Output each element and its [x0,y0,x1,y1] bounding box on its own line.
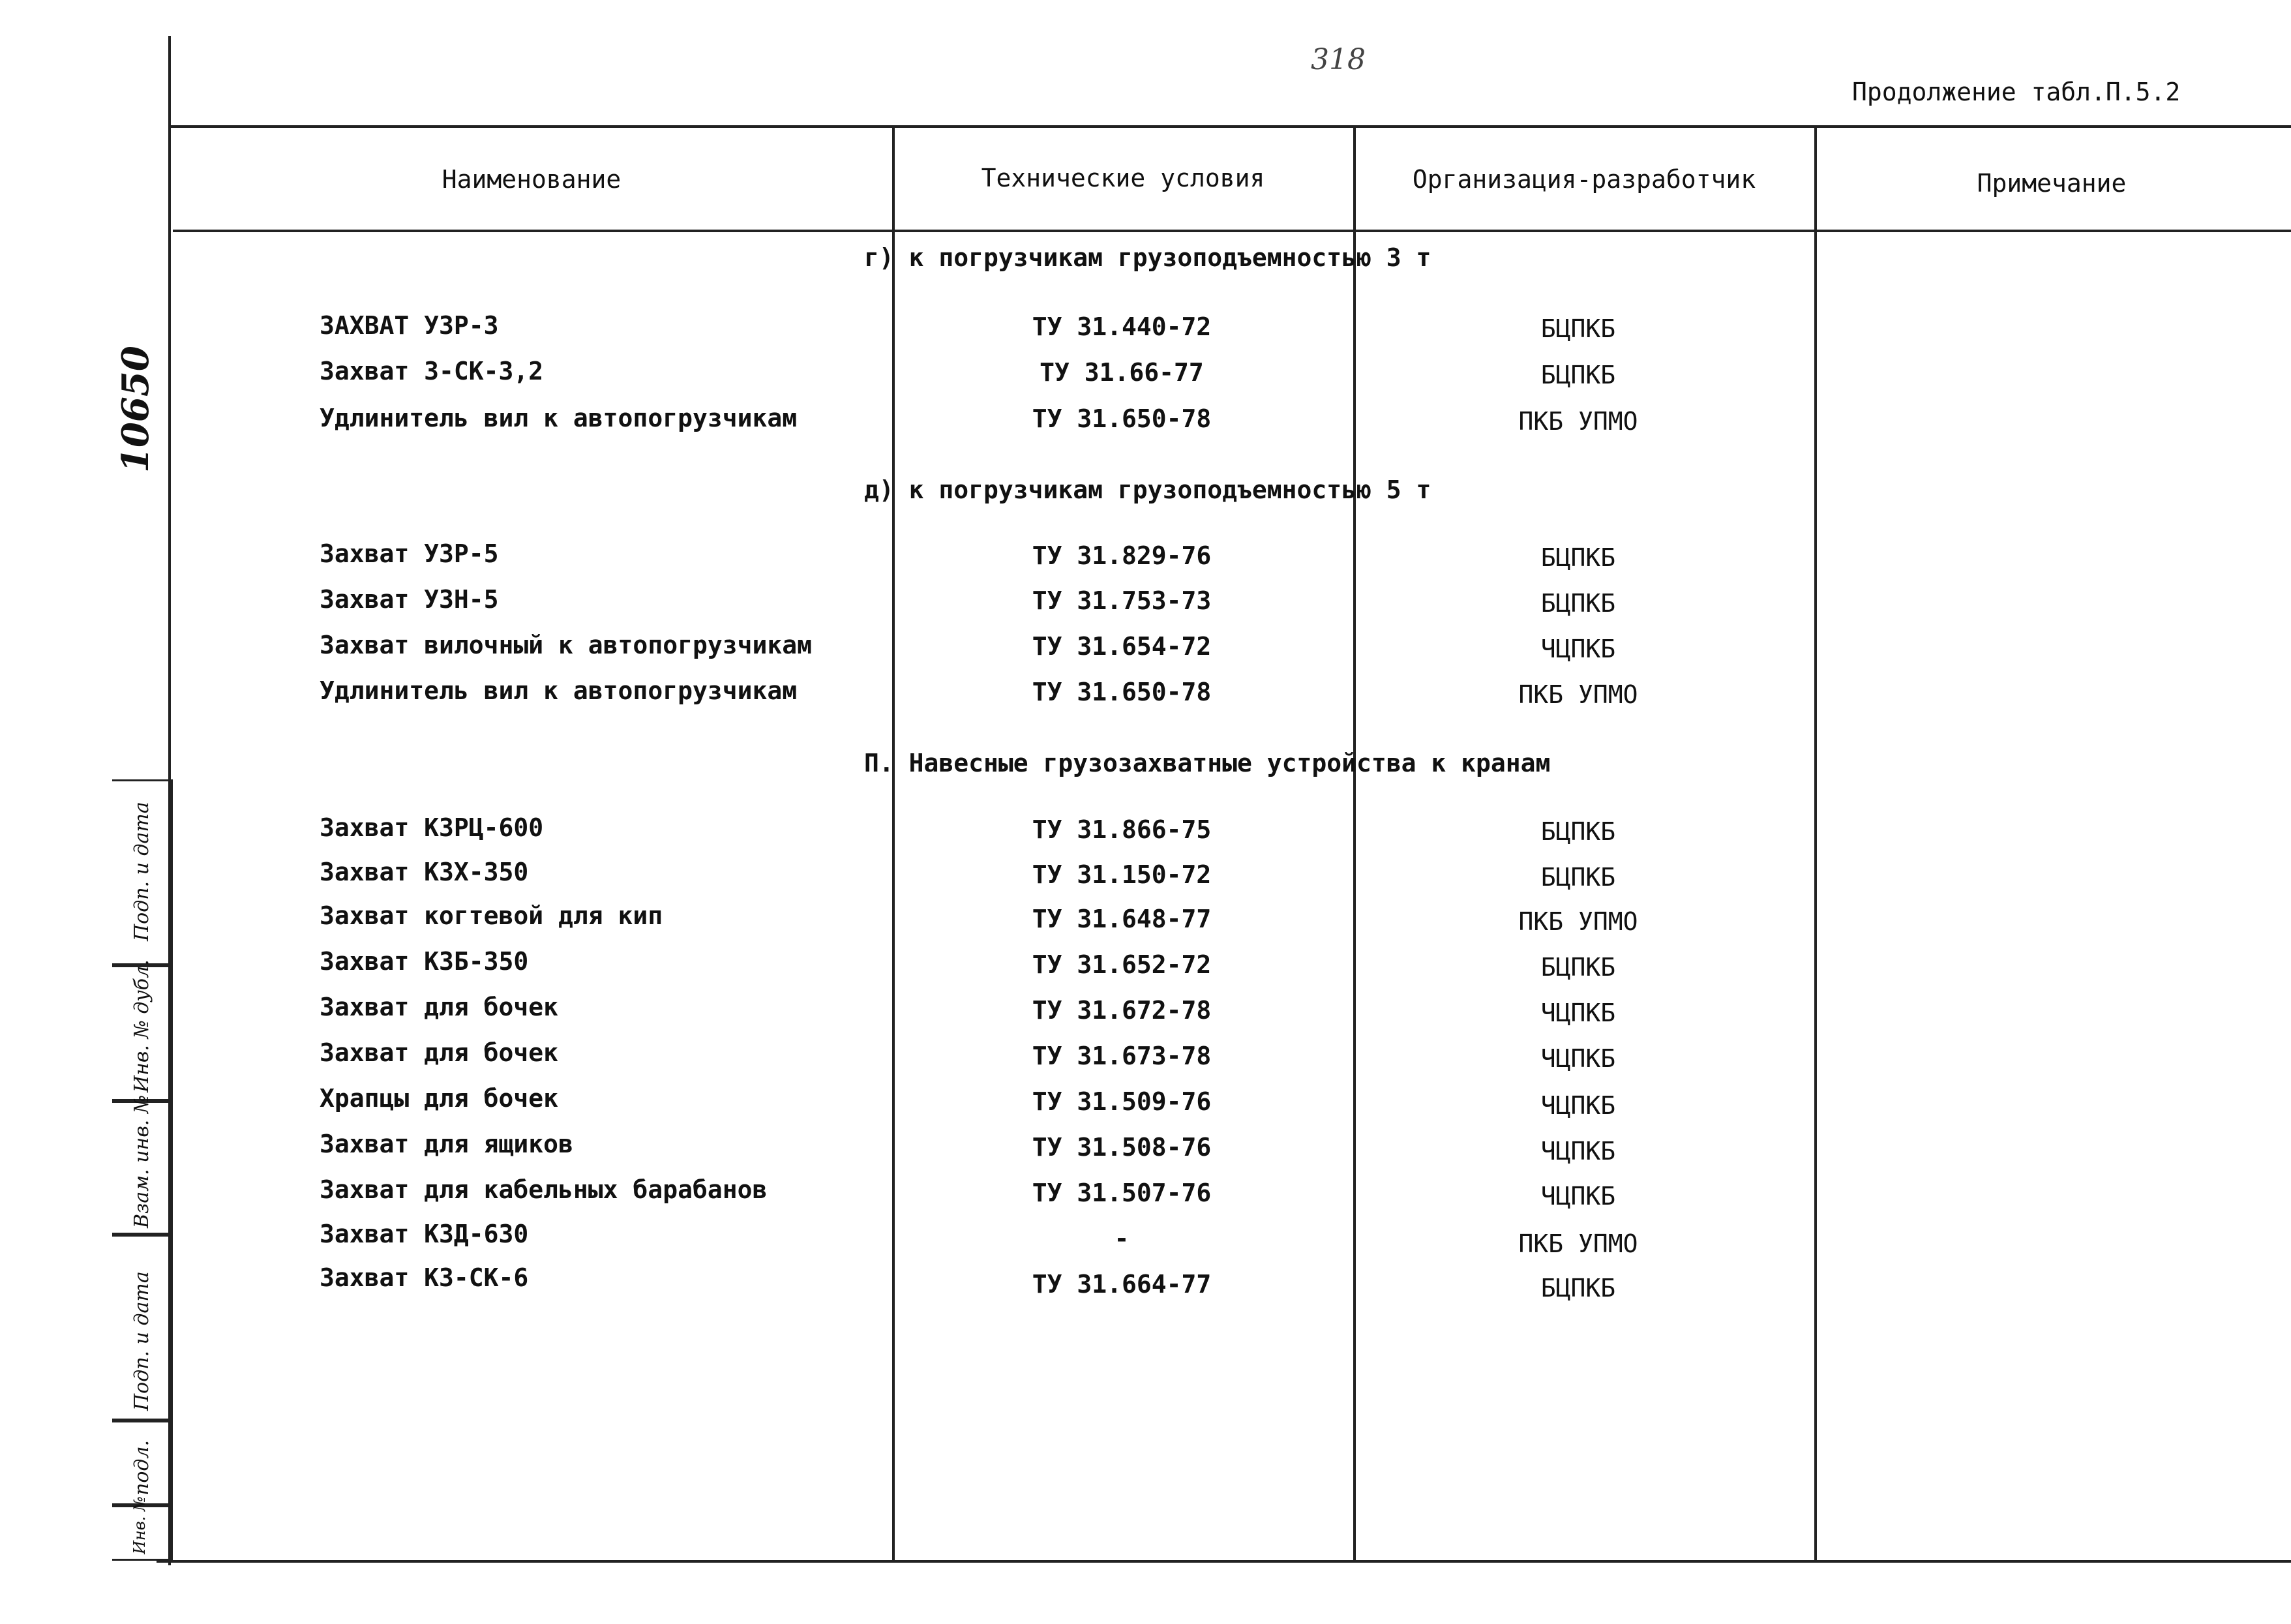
row-tu: ТУ 31.866-75 [1032,815,1212,844]
row-tu: ТУ 31.66-77 [1040,358,1204,387]
row-tu: ТУ 31.829-76 [1032,541,1212,570]
header-note: Примечание [1977,169,2127,198]
row-tu: ТУ 31.507-76 [1032,1179,1212,1207]
row-org: ЧЦПКБ [1540,1137,1616,1165]
row-name: Захват КЗБ-350 [320,947,529,976]
stamp-cell [112,1094,173,1237]
row-org: БЦПКБ [1540,817,1616,846]
section-title: П. Навесные грузозахватные устройства к кранам [864,749,1551,777]
stamp-cell [112,1419,173,1507]
row-org: БЦПКБ [1540,1274,1616,1302]
row-tu: ТУ 31.508-76 [1032,1133,1212,1162]
row-tu: ТУ 31.664-77 [1032,1270,1212,1299]
header-name: Наименование [442,165,621,194]
row-name: Захват УЗР-5 [320,539,499,568]
section-title: г) к погрузчикам грузоподъемностью 3 т [864,243,1431,272]
row-name: Захват вилочный к автопогрузчикам [320,631,812,659]
row-org: ЧЦПКБ [1540,1044,1616,1073]
stamp-label: Взам. инв. № [130,1094,153,1228]
row-tu: ТУ 31.672-78 [1032,996,1212,1025]
row-name: Захват З-СК-3,2 [320,357,544,385]
stamp-cell [112,1496,173,1561]
row-org: ПКБ УПМО [1518,407,1638,436]
row-tu: ТУ 31.650-78 [1032,678,1212,706]
row-name: Захват когтевой для кип [320,901,663,930]
stamp-cell [112,959,173,1103]
page-number-mark: 318 [1311,43,1366,76]
stamp-label: Подп. и дата [130,1271,153,1411]
row-tu: ТУ 31.753-73 [1032,586,1212,615]
row-tu: ТУ 31.440-72 [1032,312,1212,341]
table-top-border [168,125,2291,128]
row-org: БЦПКБ [1540,543,1616,572]
section-title: д) к погрузчикам грузоподъемностью 5 т [864,475,1431,504]
row-name: Захват для бочек [320,1038,559,1067]
stamp-label: подл. [130,1439,153,1496]
row-tu: - [1114,1224,1130,1253]
row-org: ЧЦПКБ [1540,1182,1616,1210]
row-name: Захват КЗХ-350 [320,858,529,886]
row-tu: ТУ 31.150-72 [1032,860,1212,889]
row-org: ЧЦПКБ [1540,1091,1616,1120]
column-divider-3 [1814,125,1817,1560]
row-org: БЦПКБ [1540,361,1616,389]
stamp-cell [112,779,173,967]
row-name: ЗАХВАТ УЗР-3 [320,311,499,340]
row-name: Храпцы для бочек [320,1084,559,1113]
header-tu: Технические условия [981,164,1265,192]
row-org: БЦПКБ [1540,863,1616,892]
row-tu: ТУ 31.652-72 [1032,950,1212,979]
row-name: Захват УЗН-5 [320,585,499,614]
row-tu: ТУ 31.509-76 [1032,1087,1212,1116]
column-divider-1 [892,125,895,1560]
row-name: Удлинитель вил к автопогрузчикам [320,404,798,432]
row-org: БЦПКБ [1540,589,1616,618]
stamp-cell [112,1233,173,1422]
row-org: ПКБ УПМО [1518,680,1638,709]
row-org: БЦПКБ [1540,953,1616,982]
stamp-label: Инв. № дубл. [130,959,153,1092]
row-name: Захват для ящиков [320,1130,573,1158]
header-bottom-border [173,230,2291,232]
continuation-label: Продолжение табл.П.5.2 [1852,78,2181,106]
stamp-label: Подп. и дата [130,802,153,941]
stamp-label: Инв. № [130,1496,149,1554]
header-org: Организация-разработчик [1412,165,1756,194]
table-bottom-border [157,1560,2291,1563]
row-name: Захват КЗРЦ-600 [320,813,544,842]
row-tu: ТУ 31.654-72 [1032,632,1212,661]
row-tu: ТУ 31.673-78 [1032,1042,1212,1070]
row-tu: ТУ 31.648-77 [1032,905,1212,933]
archive-number: 10650 [114,346,157,473]
row-org: ЧЦПКБ [1540,635,1616,663]
row-org: ЧЦПКБ [1540,999,1616,1027]
row-name: Захват КЗ-СК-6 [320,1263,529,1292]
row-name: Захват для бочек [320,993,559,1021]
row-org: БЦПКБ [1540,314,1616,343]
row-name: Захват для кабельных барабанов [320,1175,768,1204]
row-name: Захват КЗД-630 [320,1220,529,1248]
row-name: Удлинитель вил к автопогрузчикам [320,676,798,705]
row-org: ПКБ УПМО [1518,1229,1638,1258]
row-tu: ТУ 31.650-78 [1032,404,1212,433]
row-org: ПКБ УПМО [1518,907,1638,936]
